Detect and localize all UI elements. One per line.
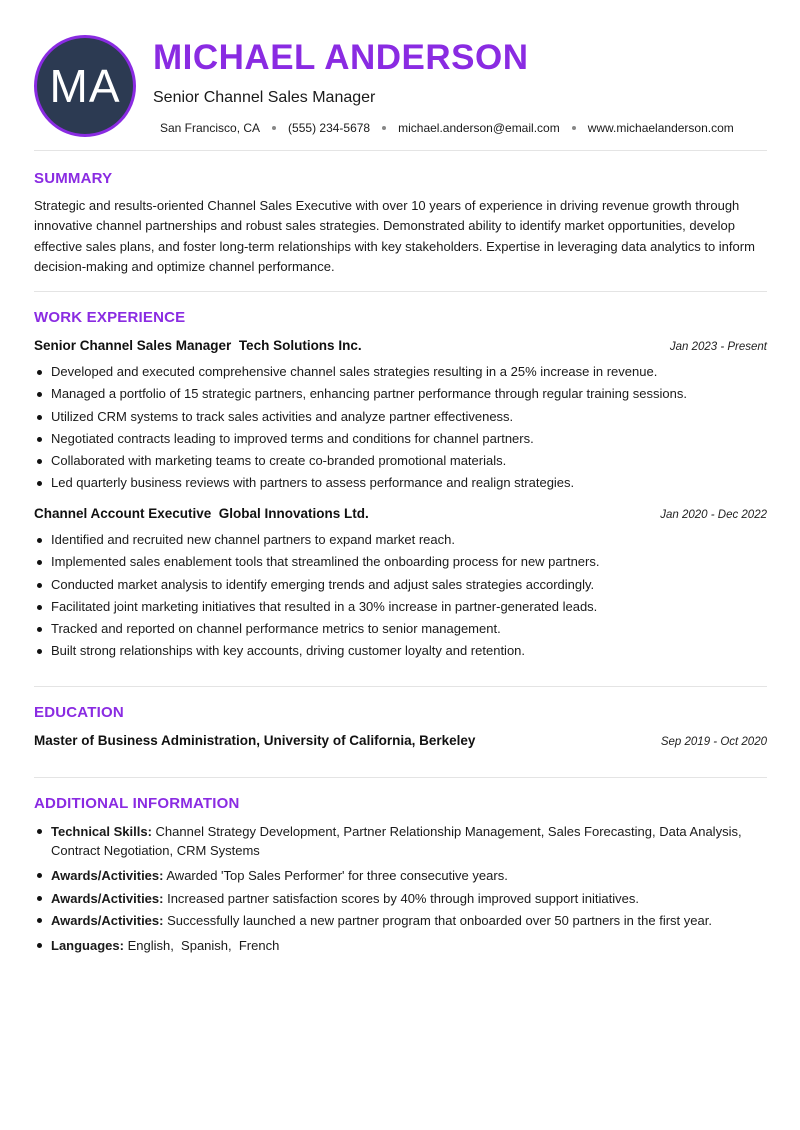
summary-text: Strategic and results-oriented Channel Sales Executive with over 10 years of experience in driving revenue growth through innovative channel partnerships and robust sales strategies. Demonstrated ability to identify market opportunities, develop effective sales plans, and foster long-term relationships with key stakeholders. Expertise in leveraging data analytics to inform decision-making and optimize channel performance. <box>34 198 755 275</box>
info-text: Increased partner satisfaction scores by 40% through improved support initiatives. <box>163 890 639 906</box>
list-item: Negotiated contracts leading to improved terms and conditions for channel partners. <box>34 429 767 451</box>
contact-location: San Francisco, CA <box>160 121 261 135</box>
divider <box>34 686 767 687</box>
info-label: Awards/Activities: <box>51 913 164 928</box>
list-item: Facilitated joint marketing initiatives that resulted in a 30% increase in partner-generated leads. <box>34 597 767 619</box>
info-text: English, Spanish, French <box>123 938 280 953</box>
summary-heading: SUMMARY <box>34 170 113 187</box>
list-item <box>34 866 767 885</box>
list-item: Built strong relationships with key accounts, driving customer loyalty and retention. <box>34 641 767 663</box>
education-dates: Sep 2019 - Oct 2020 <box>660 736 767 748</box>
additional-info-list <box>34 822 767 959</box>
avatar-initials: MA <box>49 60 121 112</box>
info-label: Technical Skills: <box>51 824 152 839</box>
candidate-role: Senior Channel Sales Manager <box>153 89 376 106</box>
list-item <box>34 889 767 908</box>
job-title: Senior Channel Sales Manager Tech Solutions Inc. <box>34 338 362 353</box>
contact-website[interactable]: www.michaelanderson.com <box>587 121 734 135</box>
list-item <box>34 911 767 930</box>
separator-dot <box>382 126 386 130</box>
list-item: Managed a portfolio of 15 strategic partners, enhancing partner performance through regular training sessions. <box>34 384 767 406</box>
list-item <box>34 936 767 955</box>
job-bullets <box>34 362 767 496</box>
degree: Master of Business Administration, University of California, Berkeley <box>34 733 476 748</box>
contact-phone: (555) 234-5678 <box>288 121 371 135</box>
list-item: Implemented sales enablement tools that streamlined the onboarding process for new partners. <box>34 552 767 574</box>
divider <box>34 291 767 292</box>
job-dates: Jan 2020 - Dec 2022 <box>660 509 767 521</box>
list-item: Conducted market analysis to identify emerging trends and adjust sales strategies accordingly. <box>34 575 767 597</box>
list-item: Developed and executed comprehensive channel sales strategies resulting in a 25% increase in revenue. <box>34 362 767 384</box>
job-bullets <box>34 530 767 664</box>
divider <box>34 150 767 151</box>
job-title: Channel Account Executive Global Innovations Ltd. <box>34 506 369 521</box>
candidate-name: MICHAEL ANDERSON <box>153 38 529 77</box>
job-header <box>34 506 767 524</box>
info-text: Channel Strategy Development, Partner Relationship Management, Sales Forecasting, Data Analysis, Contract Negotiation, CRM Systems <box>51 824 742 858</box>
info-text: Successfully launched a new partner program that onboarded over 50 partners in the first year. <box>163 913 712 928</box>
list-item: Tracked and reported on channel performance metrics to senior management. <box>34 619 767 641</box>
info-label: Languages: <box>51 938 124 953</box>
list-item: Led quarterly business reviews with partners to assess performance and realign strategies. <box>34 473 767 495</box>
separator-dot <box>272 126 276 130</box>
contact-line <box>160 120 734 136</box>
list-item <box>34 822 767 860</box>
list-item: Collaborated with marketing teams to create co-branded promotional materials. <box>34 451 767 473</box>
divider <box>34 777 767 778</box>
info-label: Awards/Activities: <box>51 868 164 883</box>
contact-email[interactable]: michael.anderson@email.com <box>398 121 560 135</box>
info-label: Awards/Activities: <box>51 890 164 906</box>
avatar <box>34 35 136 137</box>
list-item: Utilized CRM systems to track sales activities and analyze partner effectiveness. <box>34 407 767 429</box>
work-experience-heading: WORK EXPERIENCE <box>34 309 186 326</box>
separator-dot <box>572 126 576 130</box>
job-dates: Jan 2023 - Present <box>669 341 767 353</box>
info-text: Awarded 'Top Sales Performer' for three consecutive years. <box>163 868 508 883</box>
additional-info-heading: ADDITIONAL INFORMATION <box>34 795 240 812</box>
job-header <box>34 338 767 356</box>
education-entry <box>34 733 767 751</box>
list-item: Identified and recruited new channel partners to expand market reach. <box>34 530 767 552</box>
education-heading: EDUCATION <box>34 704 124 721</box>
